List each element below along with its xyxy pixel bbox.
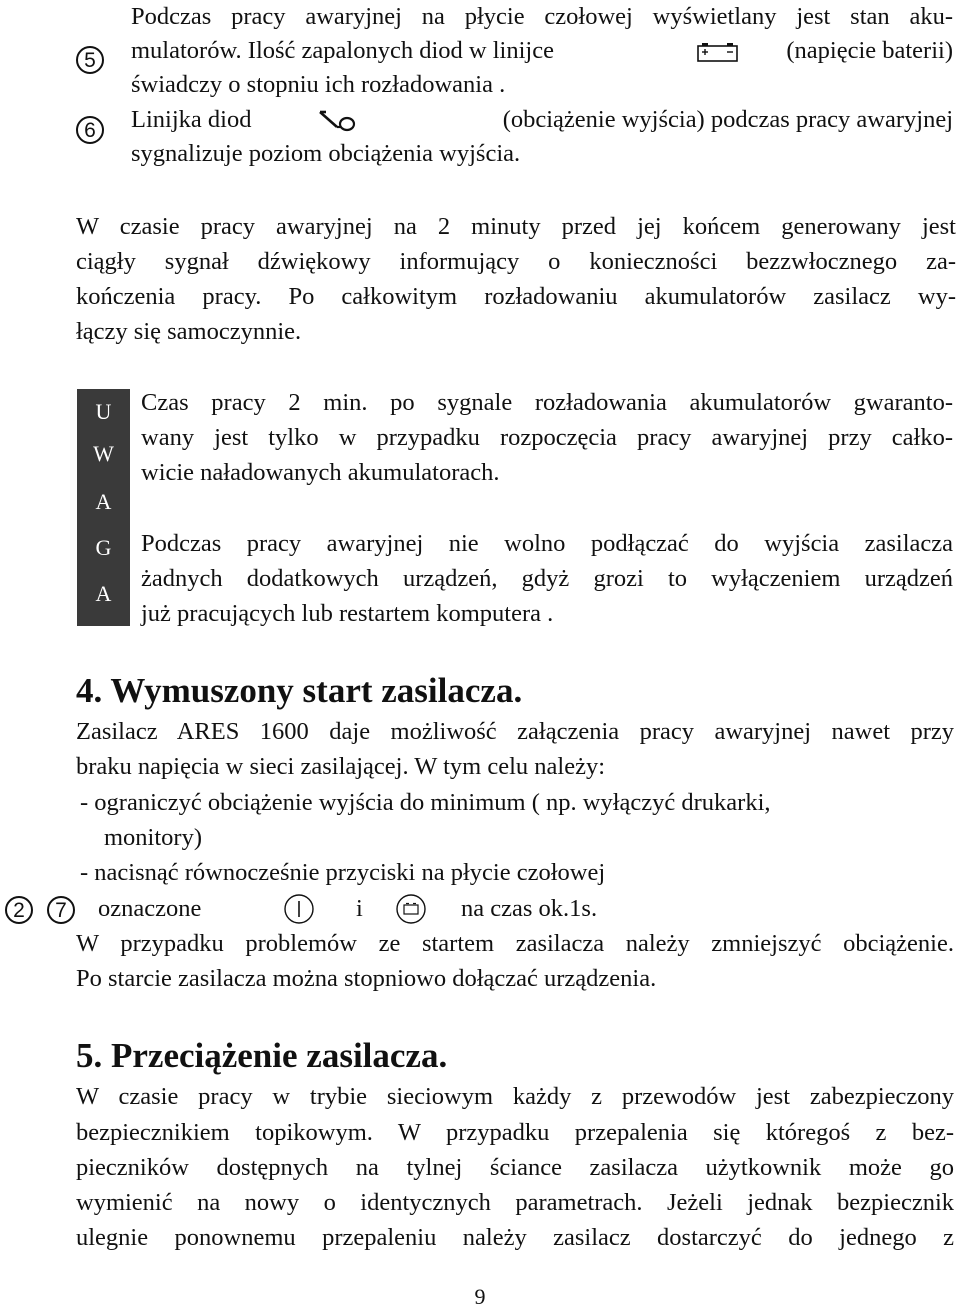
battery-icon <box>697 41 739 63</box>
para-end-line-1: W czasie pracy awaryjnej na 2 minuty przed jej końcem generowany jest <box>76 213 956 240</box>
uwaga-p1-line-3: wicie naładowanych akumulatorach. <box>141 459 500 486</box>
power-button-icon <box>283 893 315 925</box>
uwaga-letter-a2: A <box>95 581 112 606</box>
s5-line-4: wymienić na nowy o identycznych parametrach. Jeżeli jednak bezpiecznik <box>76 1189 954 1216</box>
s5-line-5: ulegnie ponownemu przepaleniu należy zasilacz dostarczyć do jednego z <box>76 1224 954 1251</box>
uwaga-p1-line-1: Czas pracy 2 min. po sygnale rozładowania akumulatorów gwaranto- <box>141 389 953 416</box>
section-5-heading: 5. Przeciążenie zasilacza. <box>76 1036 448 1075</box>
para56-line-1: Podczas pracy awaryjnej na płycie czołowej wyświetlany jest stan aku- <box>131 3 953 30</box>
s4-line-8: Po starcie zasilacza można stopniowo dołączać urządzenia. <box>76 965 657 992</box>
uwaga-box <box>77 389 130 626</box>
para56-line-2-start: mulatorów. Ilość zapalonych diod w linijce <box>131 37 554 64</box>
uwaga-p1-line-2: wany jest tylko w przypadku rozpoczęcia pracy awaryjnej przy całko- <box>141 424 953 451</box>
uwaga-letter-a: A <box>95 489 112 514</box>
para-end-line-2: ciągły sygnał dźwiękowy informujący o konieczności bezzwłocznego za- <box>76 248 956 275</box>
marker-6: 6 <box>76 116 104 144</box>
para56-line-4-end: (obciążenie wyjścia) podczas pracy awaryjnej <box>502 106 953 133</box>
uwaga-p2-line-3: już pracujących lub restartem komputera . <box>141 600 554 627</box>
load-icon <box>317 108 361 134</box>
uwaga-letter-g: G <box>95 535 112 560</box>
para56-line-4-start: Linijka diod <box>131 106 252 133</box>
marker-7: 7 <box>47 896 75 924</box>
para56-line-5: sygnalizuje poziom obciążenia wyjścia. <box>131 140 521 167</box>
s4-line-2: braku napięcia w sieci zasilającej. W tym celu należy: <box>76 753 606 780</box>
uwaga-p2-line-2: żadnych dodatkowych urządzeń, gdyż grozi to wyłączeniem urządzeń <box>141 565 953 592</box>
s4-line-4: monitory) <box>104 824 202 851</box>
s4-line-5: - nacisnąć równocześnie przyciski na płycie czołowej <box>80 859 606 886</box>
battery-button-icon <box>395 893 427 925</box>
para56-line-2-end: (napięcie baterii) <box>786 37 953 64</box>
uwaga-p2-line-1: Podczas pracy awaryjnej nie wolno podłączać do wyjścia zasilacza <box>141 530 953 557</box>
s4-line-6-end: na czas ok.1s. <box>461 895 598 922</box>
marker-5: 5 <box>76 46 104 74</box>
marker-2: 2 <box>5 896 33 924</box>
s4-line-7: W przypadku problemów ze startem zasilacza należy zmniejszyć obciążenie. <box>76 930 954 957</box>
page-number: 9 <box>474 1284 486 1309</box>
s4-line-1: Zasilacz ARES 1600 daje możliwość załączenia pracy awaryjnej nawet przy <box>76 718 954 745</box>
s4-line-6-start: oznaczone <box>98 895 202 922</box>
para56-line-4 <box>131 103 953 137</box>
section-4-heading: 4. Wymuszony start zasilacza. <box>76 671 523 710</box>
s5-line-3: pieczników dostępnych na tylnej ściance zasilacza użytkownik może go <box>76 1154 954 1181</box>
para-end-line-4: łączy się samoczynnie. <box>76 318 302 345</box>
uwaga-letter-u: U <box>95 399 112 424</box>
para-end-line-3: kończenia pracy. Po całkowitym rozładowaniu akumulatorów zasilacz wy- <box>76 283 956 310</box>
para56-line-3: świadczy o stopniu ich rozładowania . <box>131 71 506 98</box>
para56-line-2 <box>131 34 953 68</box>
s4-line-6-mid: i <box>356 895 363 922</box>
s4-line-3: - ograniczyć obciążenie wyjścia do minimum ( np. wyłączyć drukarki, <box>80 789 771 816</box>
s5-line-1: W czasie pracy w trybie sieciowym każdy z przewodów jest zabezpieczony <box>76 1083 954 1110</box>
uwaga-letter-w: W <box>93 441 114 466</box>
s5-line-2: bezpiecznikiem topikowym. W przypadku przepalenia się któregoś z bez- <box>76 1119 954 1146</box>
